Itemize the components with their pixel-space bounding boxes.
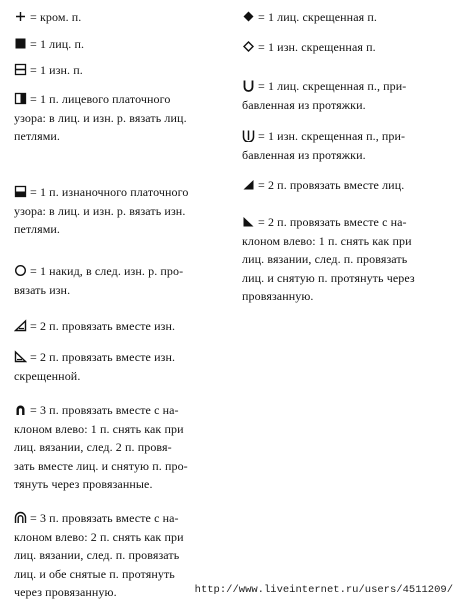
filled-triangle-left-icon bbox=[242, 215, 255, 228]
filled-diamond-icon bbox=[242, 10, 255, 23]
legend-entry bbox=[242, 77, 406, 114]
u-shape-icon bbox=[242, 79, 255, 92]
legend-entry bbox=[14, 90, 187, 146]
legend-entry-text: = 1 лиц. скрещенная п., при- bbox=[258, 79, 407, 93]
legend-entry-line: петлями. bbox=[14, 129, 61, 143]
legend-entry bbox=[242, 127, 405, 164]
legend-entry-line: через провязанную. bbox=[14, 585, 117, 599]
legend-entry-line: узора: в лиц. и изн. р. вязать лиц. bbox=[14, 110, 187, 125]
triangle-outline-left-icon bbox=[14, 319, 27, 332]
legend-entry-line bbox=[242, 77, 406, 96]
legend-entry-line bbox=[14, 262, 183, 281]
legend-entry-text: = 1 изн. п. bbox=[30, 63, 83, 77]
circle-icon bbox=[14, 264, 27, 277]
arch-filled-icon bbox=[14, 403, 27, 416]
plus-icon bbox=[14, 10, 27, 23]
legend-entry-line bbox=[242, 8, 377, 27]
legend-entry-line: лиц. вязании, след. п. провязать bbox=[14, 548, 180, 562]
legend-entry-text: = кром. п. bbox=[30, 10, 82, 24]
legend-entry-line: узора: в лиц. и изн. р. вязать изн. bbox=[14, 203, 186, 218]
legend-entry-line: лиц. и обе снятые п. протянуть bbox=[14, 566, 175, 581]
legend-entry bbox=[242, 176, 404, 195]
legend-entry-line bbox=[242, 38, 376, 57]
outline-diamond-icon bbox=[242, 40, 255, 53]
legend-entry-line: петлями. bbox=[14, 222, 61, 236]
legend-entry bbox=[242, 213, 415, 306]
legend-entry-text: = 3 п. провязать вместе с на- bbox=[30, 403, 179, 417]
legend-entry-line bbox=[14, 317, 175, 336]
legend-entry-line: зать вместе лиц. и снятую п. про- bbox=[14, 458, 188, 473]
legend-entry-line: клоном влево: 1 п. снять как при bbox=[242, 233, 412, 248]
legend-entry-text: = 2 п. провязать вместе с на- bbox=[258, 215, 407, 229]
legend-entry-text: = 1 накид, в след. изн. р. про- bbox=[30, 264, 184, 278]
legend-entry-line bbox=[14, 35, 84, 54]
legend-entry-line: клоном влево: 2 п. снять как при bbox=[14, 529, 184, 544]
legend-entry-line bbox=[14, 90, 187, 109]
legend-entry-line bbox=[242, 127, 405, 146]
legend-entry-line: провязанную. bbox=[242, 289, 314, 303]
legend-entry bbox=[242, 8, 377, 27]
filled-square-icon bbox=[14, 37, 27, 50]
legend-entry-text: = 1 лиц. п. bbox=[30, 37, 85, 51]
legend-entry-line bbox=[14, 8, 81, 27]
legend-entry bbox=[14, 317, 175, 336]
legend-entry-text: = 3 п. провязать вместе с на- bbox=[30, 511, 179, 525]
legend-entry-line bbox=[14, 61, 83, 80]
triangle-outline-right-icon bbox=[14, 350, 27, 363]
legend-entry-text: = 2 п. провязать вместе изн. bbox=[30, 319, 176, 333]
legend-entry bbox=[14, 348, 175, 385]
legend-entry bbox=[14, 35, 84, 54]
legend-entry-line bbox=[14, 509, 184, 528]
legend-entry bbox=[14, 61, 83, 80]
legend-entry-text: = 2 п. провязать вместе изн. bbox=[30, 350, 176, 364]
legend-entry bbox=[14, 509, 184, 602]
legend-entry-line: клоном влево: 1 п. снять как при bbox=[14, 421, 184, 436]
legend-entry bbox=[242, 38, 376, 57]
legend-entry-text: = 1 лиц. скрещенная п. bbox=[258, 10, 377, 24]
watermark-url: http://www.liveinternet.ru/users/4511209/ bbox=[194, 584, 453, 596]
legend-entry-line: скрещенной. bbox=[14, 368, 81, 383]
legend-entry-line bbox=[242, 176, 404, 195]
legend-entry-line: тянуть через провязанные. bbox=[14, 477, 153, 491]
legend-entry bbox=[14, 262, 183, 299]
legend-entry-line: бавленная из протяжки. bbox=[242, 97, 366, 112]
legend-entry-line bbox=[14, 348, 175, 367]
bottom-filled-square-icon bbox=[14, 185, 27, 198]
legend-entry-line bbox=[14, 401, 188, 420]
legend-entry-line: лиц. вязании, след. 2 п. провя- bbox=[14, 440, 172, 454]
legend-entry bbox=[14, 401, 188, 494]
legend-entry bbox=[14, 8, 81, 27]
legend-entry-text: = 1 п. изнаночного платочного bbox=[30, 185, 189, 199]
legend-entry-line bbox=[14, 183, 188, 202]
legend-entry-line: лиц. и снятую п. протянуть через bbox=[242, 270, 415, 285]
watermark bbox=[195, 584, 453, 596]
legend-entry-line bbox=[242, 213, 415, 232]
arch-double-icon bbox=[14, 511, 27, 524]
legend-entry-text: = 2 п. провязать вместе лиц. bbox=[258, 178, 405, 192]
half-filled-square-icon bbox=[14, 92, 27, 105]
square-with-bar-icon bbox=[14, 63, 27, 76]
double-u-shape-icon bbox=[242, 129, 255, 142]
legend-entry-text: = 1 п. лицевого платочного bbox=[30, 92, 171, 106]
legend-entry-line: вязать изн. bbox=[14, 282, 71, 297]
legend-entry-text: = 1 изн. скрещенная п., при- bbox=[258, 129, 406, 143]
legend-entry-line: лиц. вязании, след. п. провязать bbox=[242, 252, 408, 266]
legend-entry bbox=[14, 183, 188, 239]
legend-entry-line: бавленная из протяжки. bbox=[242, 147, 366, 162]
filled-triangle-right-icon bbox=[242, 178, 255, 191]
legend-entry-text: = 1 изн. скрещенная п. bbox=[258, 40, 376, 54]
